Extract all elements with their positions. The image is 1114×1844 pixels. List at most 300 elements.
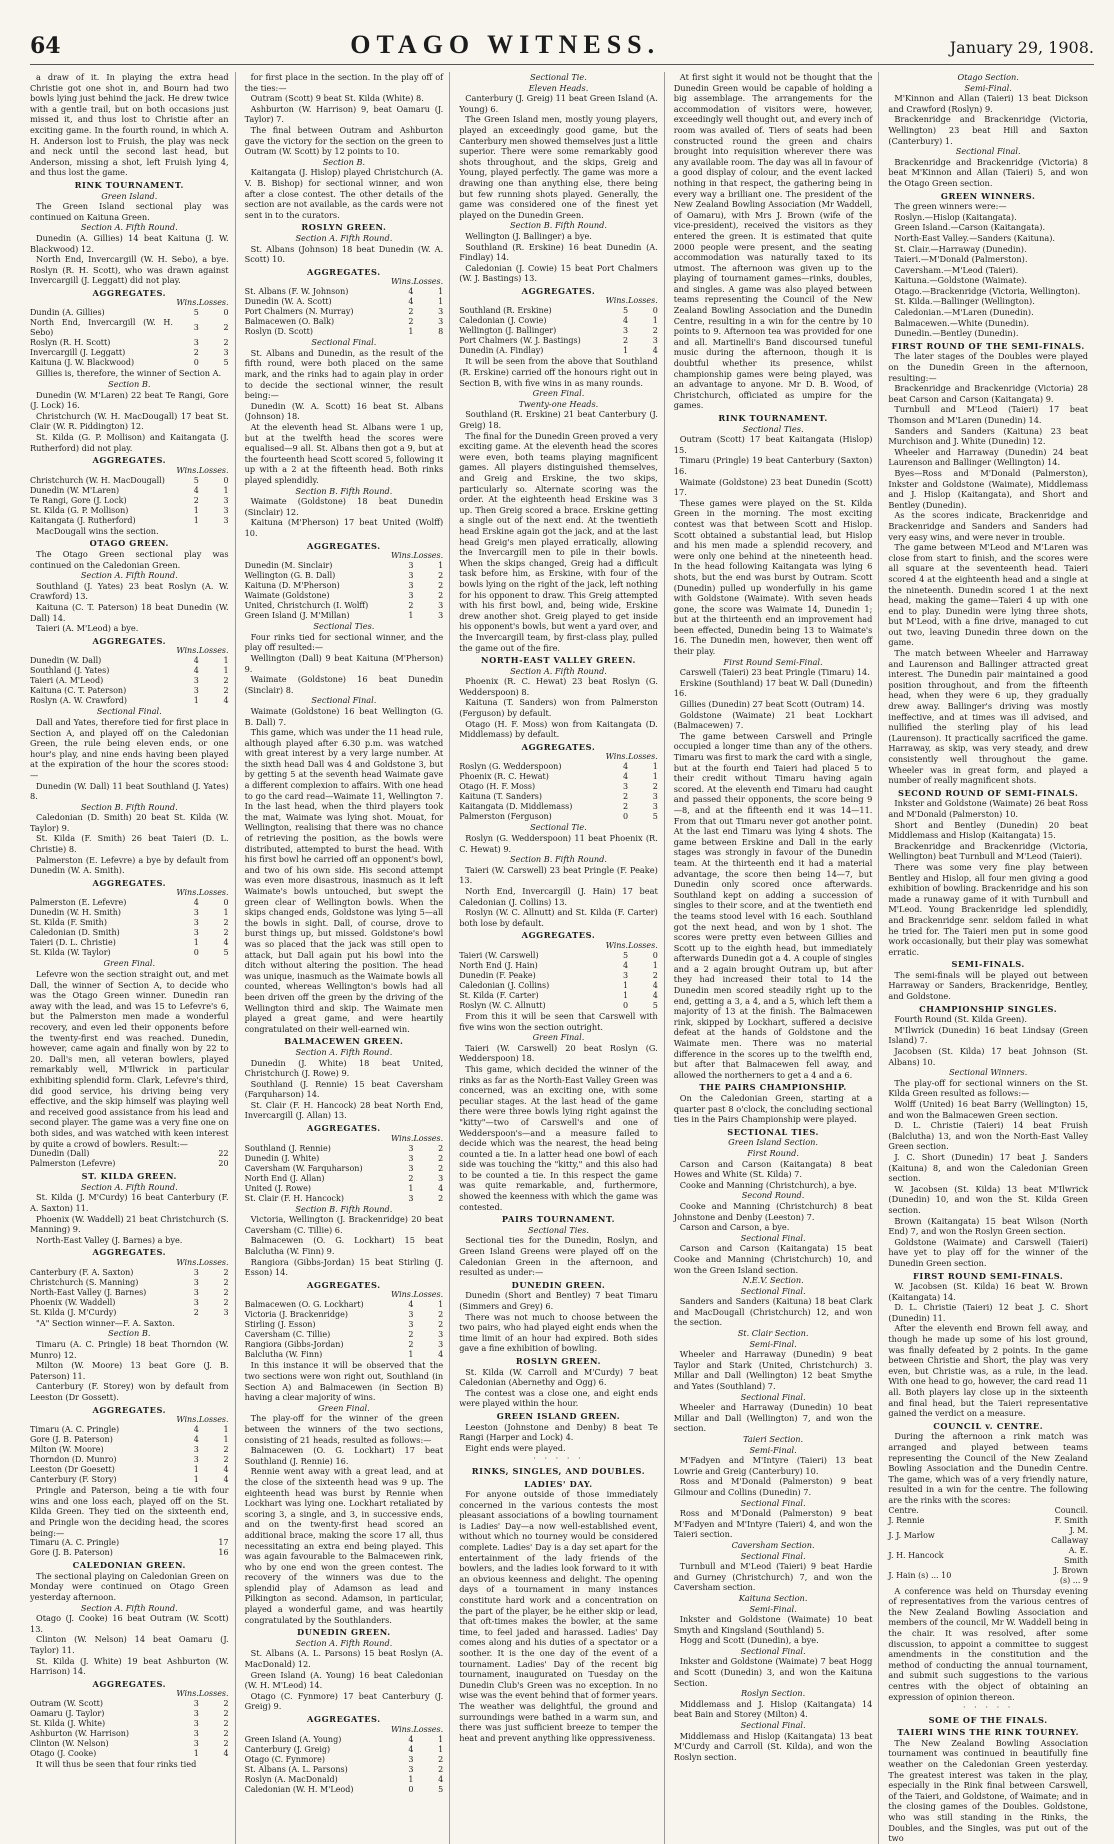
paragraph: Eight ends were played. <box>465 1442 566 1453</box>
paragraph: From this it will be seen that Carswell with five wins won the section outright. <box>459 1010 658 1032</box>
issue-date: January 29, 1908. <box>949 38 1094 57</box>
paragraph: The semi-finals will be played out between Harraway or Sanders, Brackenridge, Bentley, and Goldstone. <box>888 969 1088 1002</box>
table-cell-value: 3 <box>193 918 199 928</box>
table-cell-value: Wins. <box>176 1257 199 1267</box>
table-row <box>459 1001 658 1011</box>
table-row <box>30 1475 229 1485</box>
table-cell-value: 3 <box>193 1719 199 1729</box>
table-cell-value: 4 <box>622 762 629 772</box>
section-heading: SEMI-FINALS. <box>951 959 1025 970</box>
table-row <box>459 326 658 336</box>
paragraph: North-East Valley.—Sanders (Kaituna). <box>894 232 1056 243</box>
table-cell-name: Canterbury (F. Story) <box>30 1475 117 1485</box>
table-row <box>459 792 658 802</box>
table-row <box>459 991 658 1001</box>
paragraph: Brackenridge and Brackenridge (Victoria) 28 beat Carson and Carson (Kaitangata) 9. <box>888 383 1088 404</box>
table-cell-value: 2 <box>223 1709 229 1719</box>
table-cell-name: Kaituna (D. M'Pherson) <box>244 581 340 591</box>
table-cell-value: 3 <box>193 1729 199 1739</box>
table-cell-value: 3 <box>193 1297 199 1307</box>
table-cell-value: 3 <box>408 561 414 571</box>
table-cell-value: 3 <box>193 1709 199 1719</box>
table-cell-value: 4 <box>193 1435 199 1445</box>
table-cell-name: Gore (J. B. Paterson) <box>30 1548 113 1558</box>
table-row <box>245 1194 444 1204</box>
paragraph: Dunedin (W. A. Scott) 16 beat St. Albans (Johnson) 18. <box>244 400 444 422</box>
table-cell-name: Balmacewen (O. G. Lockhart) <box>244 1300 364 1310</box>
table-row <box>245 1330 444 1340</box>
table-cell-value: 1 <box>408 611 414 621</box>
paragraph: Ross and M'Donald (Palmerston) 9 beat Gilmour and Collins (Dunedin) 7. <box>673 1476 873 1497</box>
table-cell-value: 5 <box>652 812 658 822</box>
table-cell-value: 1 <box>223 1435 229 1445</box>
table-cell-name <box>30 1258 173 1268</box>
table-cell-name: Phoenix (W. Waddell) <box>30 1297 116 1307</box>
paragraph: J. C. Short (Dunedin) 17 beat J. Sanders (Kaituna) 8, and won the Caledonian Green section. <box>888 1151 1088 1184</box>
table-row <box>245 297 444 307</box>
table-cell-value: 1 <box>622 346 629 356</box>
table-cell-value: 3 <box>438 601 444 611</box>
table-cell-value: Wins. <box>176 646 199 656</box>
paragraph: It will be seen from the above that Southland (R. Erskine) carried off the honours right out in Section B, with five wins in as many rounds. <box>459 356 658 388</box>
table-cell-value: 22 <box>218 1149 229 1159</box>
table-cell-value: J. M. Callaway <box>1051 1525 1088 1545</box>
table-cell-name: Waimate (Goldstone) <box>244 591 330 601</box>
table-cell-value: 4 <box>408 1300 414 1310</box>
section-heading: RINKS, SINGLES, AND DOUBLES. <box>471 1465 646 1476</box>
paragraph: Dunedin (W. Dall) 11 beat Southland (J. Yates) 8. <box>30 780 229 802</box>
table-cell-value: 4 <box>652 346 658 356</box>
table-cell-name: Roslyn (D. Scott) <box>244 327 313 337</box>
section-heading: FIRST ROUND SEMI-FINALS. <box>913 1270 1064 1281</box>
paragraph: St. Kilda (J. M'Curdy) 16 beat Canterbury (F. A. Saxton) 11. <box>30 1192 229 1213</box>
subheading: N.E.V. Section. <box>742 1275 804 1286</box>
table-cell-value: 0 <box>193 358 199 368</box>
table-cell-name: Otago (J. Cooke) <box>30 1749 97 1759</box>
paragraph: Roslyn (G. Wedderspoon) 11 beat Phoenix (R. C. Hewat) 9. <box>459 833 658 854</box>
table-cell-name: Victoria (J. Brackenridge) <box>244 1310 348 1320</box>
paragraph: In this instance it will be observed that the two sections were won right out, Southland (in Section A) and Balmacewen (in Section B) having a clear majority of wins. <box>244 1360 444 1403</box>
paragraph: St. Clair.—Harraway (Dunedin). <box>894 243 1027 254</box>
table-cell-value: A. E. Smith <box>1064 1545 1088 1565</box>
table-cell-name: Palmerston (E. Lefevre) <box>30 898 127 908</box>
paragraph: Otago (C. Fynmore) 17 beat Canterbury (J. Greig) 9. <box>244 1690 444 1712</box>
table-cell-name: Caledonian (W. H. M'Leod) <box>244 1784 354 1794</box>
table-row <box>30 506 229 516</box>
table-row <box>30 908 229 918</box>
paragraph: Southland (J. Yates) 23 beat Roslyn (A. W. Crawford) 13. <box>30 580 229 602</box>
table-cell-name: Milton (W. Moore) <box>30 1445 104 1455</box>
paragraph: Brackenridge and Brackenridge (Victoria, Wellington) beat Turnbull and M'Leod (Taieri). <box>888 840 1088 862</box>
table-row <box>30 466 229 476</box>
paragraph: Victoria, Wellington (J. Brackenridge) 20 beat Caversham (C. Tillie) 6. <box>244 1214 444 1235</box>
paragraph: During the afternoon a rink match was arranged and played between teams representing the Council of the New Zealand Bowling Association and the Dunedin Centre. The game, which was of a very friendly nature, resulted in a win for the centre. The following are the rinks with the scores: <box>888 1431 1088 1505</box>
table-cell-name: St. Kilda (W. Taylor) <box>30 948 111 958</box>
table-cell-value <box>1025 1566 1051 1586</box>
table-row <box>459 981 658 991</box>
paragraph: Timaru (A. C. Pringle) 18 beat Thorndon (W. Munro) 12. <box>30 1339 229 1360</box>
table-cell-name <box>245 1134 388 1144</box>
table-cell-name: Dunedin (W. M'Laren) <box>30 485 120 495</box>
table-row <box>245 601 444 611</box>
table-cell-name: J. Rennie <box>888 1515 925 1525</box>
table-cell-value: 1 <box>408 327 414 337</box>
paragraph: The green winners were:— <box>894 201 1007 212</box>
table-row <box>245 1164 444 1174</box>
table-cell-value: 1 <box>193 1749 199 1759</box>
table-cell-value: 2 <box>408 1340 414 1350</box>
paragraph: Leeston (Johnstone and Denby) 8 beat Te Rangi (Harper and Lock) 4. <box>459 1421 658 1443</box>
subheading: Sectional Ties. <box>313 621 375 632</box>
table-cell-name: Port Chalmers (W. J. Bastings) <box>459 336 581 346</box>
paragraph: Inkster and Goldstone (Waimate) 26 beat Ross and M'Donald (Palmerston) 10. <box>888 798 1088 819</box>
table-cell-value: 0 <box>223 475 229 485</box>
subheading: Otago Section. <box>957 72 1019 82</box>
table-cell-value: Council. <box>1054 1505 1088 1515</box>
table-row <box>30 676 229 686</box>
paragraph: Cooke and Manning (Christchurch), a bye. <box>679 1179 857 1190</box>
column-1 <box>30 72 236 1844</box>
table-row <box>245 1184 444 1194</box>
table-cell-name: Balmacewen (O. Balk) <box>244 317 335 327</box>
table-cell-value: 2 <box>193 1307 199 1317</box>
subheading: Second Round. <box>741 1190 805 1201</box>
table-cell-value: 2 <box>223 1739 229 1749</box>
table-cell-value: 1 <box>438 1300 444 1310</box>
table-row <box>30 1159 229 1169</box>
table-cell-value: 4 <box>438 1774 444 1784</box>
table-cell-value: Wins. <box>176 1415 199 1425</box>
table-cell-value: 16 <box>218 1548 229 1558</box>
table-cell-value: Wins. <box>391 1724 414 1734</box>
table-cell-name: Dunedin (W. A. Scott) <box>244 297 332 307</box>
table-cell-value: 3 <box>193 1739 199 1749</box>
table-cell-value <box>1025 1516 1051 1526</box>
section-heading: SOME OF THE FINALS. <box>928 1714 1048 1725</box>
table-cell-name: Stirling (J. Esson) <box>244 1320 316 1330</box>
table-cell-value: 4 <box>223 938 229 948</box>
paragraph: Lefevre won the section straight out, and met Dall, the winner of Section A, to decide who was the Otago Green winner. Dunedin ran away with the lead, and was 15 to Lefevre's 6, but the Palmerston men made a wonderful recovery, and even led their opponents before the twenty-first end was reached. Dunedin, however, came again and finally won by 22 to 20. Dall's men, all veteran bowlers, played remarkably well, M'Ilwrick in particular exhibiting splendid form. Clark, Lefevre's third, did good service, his driving being very effective, and the skip himself was playing well and received good assistance from his lead and second player. The game was a very fine one on both sides, and was watched with keen interest by quite a crowd of bowlers. Result:— <box>30 969 229 1149</box>
table-cell-name <box>30 646 173 656</box>
paragraph: As the scores indicate, Brackenridge and Brackenridge and Sanders and Sanders had very easy wins, and were never in trouble. <box>888 510 1088 542</box>
paragraph: a draw of it. In playing the extra head Christie got one shot in, and Bourn had two bowls lying just behind the jack. He drew twice with a gentle trail, but on both occasions just missed it, and thus lost to Christie after an exciting game. In the fourth round, in which A. H. Anderson lost to Fruish, the play was neck and neck until the second last head, but Anderson, missing a shot, left Fruish lying 4, and thus lost the game. <box>30 72 229 178</box>
table-cell-value: 5 <box>622 306 629 316</box>
table-cell-name: North-East Valley (J. Barnes) <box>30 1287 147 1297</box>
table-cell-value: Wins. <box>605 296 629 306</box>
paragraph: Otago (J. Cooke) 16 beat Outram (W. Scott) 13. <box>30 1613 229 1634</box>
column-3 <box>459 72 665 1844</box>
table-cell-value: Wins. <box>176 888 199 898</box>
paragraph: On the Caledonian Green, starting at a quarter past 8 o'clock, the concluding sectional ties in the Pairs Championship were played. <box>673 1093 873 1125</box>
paragraph: Wheeler and Harraway (Dunedin) 10 beat Millar and Dall (Wellington) 7, and won the section. <box>673 1402 873 1434</box>
paragraph: Canterbury (F. Storey) won by default from Leeston (Dr Gossett). <box>30 1381 229 1403</box>
paragraph: St. Kilda (W. Carroll and M'Curdy) 7 beat Caledonian (Abernethy and Ogg) 6. <box>459 1366 658 1388</box>
paragraph: These games were played on the St. Kilda Green in the morning. The most exciting contest was that between Scott and Hislop. Scott obtained a substantial lead, but Hislop and his men made a splendid recovery, and were only one behind at the nineteenth head. In the head following Kaitangata was lying 6 shots, but the end was burst by Outram. Scott (Dunedin) pulled up wonderfully in his game with Goldstone (Waimate). With seven heads gone, the score was Waimate 14, Dunedin 1; but at the thirteenth end an improvement had been effected, Dunedin being 13 to Waimate's 16. The Dunedin men, however, then went off their play. <box>673 497 873 657</box>
table-cell-value: 3 <box>223 515 229 525</box>
table-row <box>888 1526 1088 1546</box>
paragraph: St. Albans and Dunedin, as the result of the fifth round, were both placed on the same mark, and the rinks had to again play in order to decide the sectional winner, the result being:— <box>244 347 444 401</box>
table-cell-name: Kaituna (T. Sanders) <box>459 792 542 802</box>
table-cell-name: Taieri (D. L. Christie) <box>30 938 116 948</box>
subheading: Sectional Tie. <box>530 822 587 833</box>
subheading: Green Island. <box>101 190 158 201</box>
table-cell-value: 5 <box>438 1784 444 1794</box>
table-cell-name: Timaru (A. C. Pringle) <box>30 1425 120 1435</box>
table-cell-name: Outram (W. Scott) <box>30 1699 104 1709</box>
results-table <box>30 1538 229 1558</box>
table-cell-name: Balclutha (W. Finn) <box>244 1350 323 1360</box>
paragraph: Erskine (Southland) 17 beat W. Dall (Dunedin) 16. <box>673 677 873 699</box>
table-cell-name: Thorndon (D. Munro) <box>30 1455 117 1465</box>
section-heading: AGGREGATES. <box>307 266 381 277</box>
paragraph: Carson and Carson, a bye. <box>679 1222 790 1233</box>
table-row <box>459 752 658 762</box>
table-cell-name: Christchurch (S. Manning) <box>30 1277 139 1287</box>
table-row <box>459 961 658 971</box>
section-heading: AGGREGATES. <box>521 741 596 752</box>
table-cell-value: 2 <box>438 1163 444 1173</box>
subheading: Section A. Fifth Round. <box>510 665 607 676</box>
paragraph: Clinton (W. Nelson) 14 beat Oamaru (J. Taylor) 11. <box>30 1634 229 1655</box>
table-cell-name: Dunedin (J. White) <box>244 1153 320 1163</box>
subheading: Semi-Final. <box>964 82 1012 93</box>
paragraph: Gillies is, therefore, the winner of Section A. <box>36 368 222 379</box>
table-row <box>245 1320 444 1330</box>
table-row <box>30 1298 229 1308</box>
table-cell-value: 1 <box>438 287 444 297</box>
table-cell-value <box>177 1548 203 1558</box>
table-cell-value: 3 <box>408 591 414 601</box>
table-row <box>459 296 658 306</box>
table-cell-value: 3 <box>622 326 629 336</box>
table-cell-value: 1 <box>193 505 199 515</box>
paragraph: Caledonian (J. Cowie) 15 beat Port Chalmers (W. J. Bastings) 13. <box>459 262 658 284</box>
table-row <box>245 581 444 591</box>
paragraph: Dall and Yates, therefore tied for first place in Section A, and played off on the Caledonian Green, the rule being eleven ends, or one hour's play, and nine ends having been played at the expiration of the hour the scores stood:— <box>30 716 229 780</box>
paragraph: Kaitangata (J. Hislop) played Christchurch (A. V. B. Bishop) for sectional winner, and won after a close contest. The other details of the section are not available, as the cards were not sent in to the curators. <box>244 167 444 220</box>
paragraph: Carson and Carson (Kaitangata) 15 beat Cooke and Manning (Christchurch) 10, and won the Green Island section. <box>673 1243 873 1275</box>
table-cell-value: 5 <box>193 308 199 318</box>
table-cell-value: 1 <box>408 1183 414 1193</box>
table-cell-name: Southland (R. Erskine) <box>459 306 552 316</box>
paragraph: Taieri.—M'Donald (Palmerston). <box>894 254 1028 265</box>
table-row <box>30 948 229 958</box>
separator: · · · · · <box>962 1702 1014 1713</box>
table-row <box>245 1725 444 1735</box>
table-cell-name: Kaitangata (D. Middlemass) <box>459 802 573 812</box>
table-cell-name: Centre. <box>888 1505 919 1515</box>
table-row <box>245 307 444 317</box>
table-row <box>245 1755 444 1765</box>
table-row <box>245 287 444 297</box>
paragraph: Ross and M'Donald (Palmerston) 9 beat M'Fadyen and M'Intyre (Taieri) 4, and won the Taieri section. <box>673 1508 873 1540</box>
table-cell-name: Caversham (C. Tillie) <box>244 1330 331 1340</box>
paragraph: D. L. Christie (Taieri) 14 beat Fruish (Balclutha) 13, and won the North-East Valley Green section. <box>888 1120 1088 1152</box>
subheading: Section A. Fifth Round. <box>295 1637 393 1648</box>
table-cell-name: J. Hain (s) ... 10 <box>888 1570 952 1580</box>
table-cell-name: St. Clair (F. H. Hancock) <box>244 1193 344 1203</box>
table-cell-value: 3 <box>408 571 414 581</box>
table-cell-value <box>1025 1526 1051 1546</box>
column-2 <box>245 72 451 1844</box>
paragraph: Caledonian (D. Smith) 20 beat St. Kilda (W. Taylor) 9. <box>30 812 229 833</box>
table-cell-value: 0 <box>652 306 658 316</box>
section-heading: TAIERI WINS THE RINK TOURNEY. <box>897 1727 1080 1738</box>
paragraph: Taieri (W. Carswell) 23 beat Pringle (F. Peake) 13. <box>459 864 658 886</box>
table-row <box>30 1425 229 1435</box>
table-cell-value: 3 <box>193 1287 199 1297</box>
table-cell-value: 3 <box>652 792 658 802</box>
paragraph: Kaituna.—Goldstone (Waimate). <box>894 275 1027 286</box>
table-cell-value: 0 <box>193 948 199 958</box>
table-cell-value: Losses. <box>413 551 444 561</box>
results-table <box>459 752 658 822</box>
table-cell-value: Losses. <box>628 296 658 306</box>
table-cell-value: 3 <box>408 1163 414 1173</box>
subheading: Sectional Final. <box>311 695 377 706</box>
table-cell-value: 3 <box>193 1699 199 1709</box>
table-cell-value: 1 <box>652 960 658 970</box>
table-row <box>245 1735 444 1745</box>
table-cell-name: Dunedin (Dall) <box>30 1149 90 1159</box>
table-row <box>245 1785 444 1795</box>
table-cell-name <box>459 752 602 762</box>
table-cell-value: 4 <box>408 297 414 307</box>
table-row <box>30 928 229 938</box>
subheading: First Round Semi-Final. <box>723 656 823 667</box>
paragraph: North-East Valley (J. Barnes) a bye. <box>36 1234 183 1245</box>
table-row <box>245 1154 444 1164</box>
paragraph: Fourth Round (St. Kilda Green). <box>894 1014 1027 1025</box>
table-cell-value: 3 <box>223 1307 229 1317</box>
table-cell-value: 4 <box>193 656 199 666</box>
paragraph: St. Kilda (J. White) 19 beat Ashburton (W. Harrison) 14. <box>30 1655 229 1677</box>
table-row <box>30 1699 229 1709</box>
section-heading: PAIRS TOURNAMENT. <box>501 1214 616 1225</box>
results-table <box>30 646 229 706</box>
table-cell-value: 2 <box>223 1277 229 1287</box>
table-row <box>30 1739 229 1749</box>
paragraph: Kaituna (M'Pherson) 17 beat United (Wolff) 10. <box>244 517 444 538</box>
paragraph: The play-off for sectional winners on the St. Kilda Green resulted as follows:— <box>888 1077 1088 1099</box>
table-cell-name: J. H. Hancock <box>888 1550 944 1560</box>
table-cell-value: 3 <box>223 348 229 358</box>
subheading: Section B. Fifth Round. <box>510 854 607 865</box>
subheading: Sectional Final. <box>955 146 1021 157</box>
subheading: Section B. <box>108 1328 151 1339</box>
table-cell-name <box>459 941 602 951</box>
table-cell-value: 1 <box>223 908 229 918</box>
table-cell-name <box>30 1415 173 1425</box>
paragraph: Cooke and Manning (Christchurch) 8 beat Johnstone and Denby (Leeston) 7. <box>673 1200 873 1222</box>
paragraph: St. Clair (F. H. Hancock) 28 beat North End, Invercargill (J. Allan) 13. <box>244 1099 444 1121</box>
table-cell-value: 4 <box>223 1475 229 1485</box>
table-cell-value: 3 <box>193 338 199 348</box>
table-cell-value: Wins. <box>176 298 199 308</box>
table-cell-value: 2 <box>223 1267 229 1277</box>
table-cell-value: 1 <box>223 485 229 495</box>
paragraph: Goldstone (Waimate) and Carswell (Taieri) have yet to play off for the winner of the Dunedin Green section. <box>888 1236 1088 1268</box>
paragraph: Phoenix (R. C. Hewat) 23 beat Roslyn (G. Wedderspoon) 8. <box>459 676 658 697</box>
table-cell-value: 2 <box>438 1754 444 1764</box>
section-heading: CALEDONIAN GREEN. <box>72 1560 186 1571</box>
table-cell-value: 3 <box>408 1754 414 1764</box>
paragraph: The Otago Green sectional play was continued on the Caledonian Green. <box>30 549 229 570</box>
paragraph: Pringle and Paterson, being a tie with four wins and one loss each, played off on the St. Kilda Green. They tied on the sixteenth end, and Pringle won the deciding head, the scores being:— <box>30 1485 229 1538</box>
table-cell-value <box>1025 1546 1051 1566</box>
table-cell-name: St. Kilda (J. White) <box>30 1719 106 1729</box>
table-cell-value: 3 <box>652 802 658 812</box>
table-row <box>245 611 444 621</box>
table-row <box>30 938 229 948</box>
paragraph: Canterbury (J. Greig) 11 beat Green Island (A. Young) 6. <box>459 93 658 114</box>
table-row <box>30 1415 229 1425</box>
table-cell-value: 0 <box>223 308 229 318</box>
section-heading: AGGREGATES. <box>92 455 167 466</box>
masthead-rule <box>30 64 1094 65</box>
paragraph: Southland (J. Rennie) 15 beat Caversham (Farquharson) 14. <box>244 1078 444 1100</box>
section-heading: AGGREGATES. <box>307 1714 381 1724</box>
paragraph: At the eleventh head St. Albans were 1 up, but at the twelfth head the scores were equalised—9 all. St. Albans then got a 9, but at the fourteenth head Scott scored 5, following it up with a 2 at the fifteenth head. Both rinks played splendidly. <box>244 422 444 485</box>
paragraph: Wheeler and Harraway (Dunedin) 9 beat Taylor and Stark (United, Christchurch) 3. Millar and Dall (Wellington) 12 beat Smythe and Yates (Southland) 7. <box>673 1349 873 1392</box>
table-row <box>459 336 658 346</box>
table-cell-value: 1 <box>652 316 658 326</box>
table-cell-name: Roslyn (G. Wedderspoon) <box>459 762 562 772</box>
table-cell-value: 1 <box>408 1774 414 1784</box>
table-cell-value: 5 <box>223 358 229 368</box>
table-cell-value: Losses. <box>198 888 229 898</box>
table-cell-value <box>177 1538 203 1548</box>
table-row <box>30 1689 229 1699</box>
table-row <box>459 951 658 961</box>
table-cell-value: 1 <box>223 656 229 666</box>
table-cell-name: Dundin (A. Gillies) <box>30 308 105 318</box>
table-row <box>30 1729 229 1739</box>
table-cell-name: North End (J. Allan) <box>244 1173 325 1183</box>
table-cell-value: 17 <box>218 1538 229 1548</box>
paragraph: Kaituna (C. T. Paterson) 18 beat Dunedin (W. Dall) 14. <box>30 601 229 623</box>
table-row <box>245 1775 444 1785</box>
table-cell-value: 3 <box>408 1764 414 1774</box>
table-row <box>245 551 444 561</box>
table-cell-name: Christchurch (W. H. MacDougall) <box>30 475 165 485</box>
subheading: Section A. Fifth Round. <box>80 570 178 581</box>
separator: · · · · · <box>533 1453 584 1464</box>
subheading: Eleven Heads. <box>528 82 589 93</box>
table-cell-value: 3 <box>408 1153 414 1163</box>
section-heading: DUNEDIN GREEN. <box>297 1627 391 1638</box>
table-cell-value: 2 <box>652 326 658 336</box>
table-cell-name: Wellington (G. B. Dall) <box>244 571 336 581</box>
paragraph: "A" Section winner—F. A. Saxton. <box>36 1317 175 1328</box>
table-cell-name: North End, Invercargill (W. H. Sebo) <box>30 318 173 338</box>
table-cell-value: 0 <box>408 1784 414 1794</box>
section-heading: GREEN ISLAND GREEN. <box>496 1410 621 1421</box>
subheading: Section A. Fifth Round. <box>80 222 178 233</box>
table-cell-value: 5 <box>193 475 199 485</box>
results-table <box>245 1290 444 1360</box>
subheading: Green Final. <box>532 388 585 399</box>
paragraph: Dunedin (W. M'Laren) 22 beat Te Rangi, Gore (J. Lock) 16. <box>30 389 229 411</box>
section-heading: SECOND ROUND OF SEMI-FINALS. <box>897 787 1079 798</box>
table-row <box>30 646 229 656</box>
table-cell-name: North End (J. Hain) <box>459 960 538 970</box>
table-cell-value: Wins. <box>176 1689 199 1699</box>
paragraph: The Green Island sectional play was continued on Kaituna Green. <box>30 201 229 222</box>
paragraph: St. Kilda (F. Smith) 26 beat Taieri (D. L. Christie) 8. <box>30 833 229 855</box>
table-row <box>30 1719 229 1729</box>
table-row <box>30 318 229 338</box>
